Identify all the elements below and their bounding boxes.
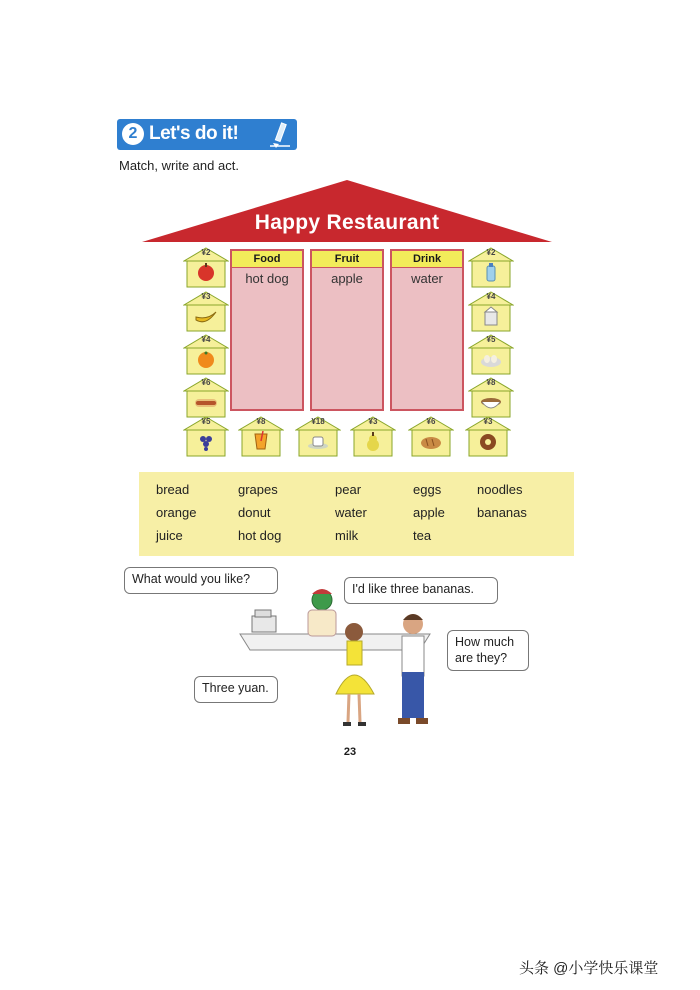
section-badge	[117, 119, 297, 150]
item-price: ¥3	[368, 417, 378, 426]
grapes-icon	[194, 431, 218, 451]
menu-item-house	[183, 416, 229, 458]
drink-column	[390, 249, 464, 411]
food-column	[230, 249, 304, 411]
noodles-icon	[479, 392, 503, 412]
word-grapes: grapes	[238, 482, 278, 497]
waiter-speech-bubble-2: Three yuan.	[194, 676, 278, 703]
word-noodles: noodles	[477, 482, 523, 497]
bananas-icon	[194, 306, 218, 326]
word-apple: apple	[413, 505, 445, 520]
word-juice: juice	[156, 528, 183, 543]
fruit-column	[310, 249, 384, 411]
word-bananas: bananas	[477, 505, 527, 520]
item-price: ¥6	[201, 378, 211, 387]
item-price: ¥5	[201, 417, 211, 426]
section-title: Let's do it!	[149, 123, 239, 144]
menu-item-house	[465, 416, 511, 458]
pear-icon	[361, 431, 385, 451]
drink-label: Drink	[392, 251, 462, 268]
boy-speech-bubble-2	[447, 630, 529, 671]
word-donut: donut	[238, 505, 271, 520]
word-pear: pear	[335, 482, 362, 497]
item-price: ¥4	[486, 292, 496, 301]
drink-example: water	[411, 271, 443, 286]
menu-item-house	[183, 377, 229, 419]
boy-speech-bubble-1: I'd like three bananas.	[344, 577, 498, 604]
menu-item-house	[408, 416, 454, 458]
fruit-example: apple	[331, 271, 363, 286]
item-price: ¥3	[201, 292, 211, 301]
boy-speech-line-2: are they?	[455, 650, 508, 665]
page-number: 23	[343, 746, 357, 758]
word-milk: milk	[335, 528, 359, 543]
item-price: ¥4	[201, 335, 211, 344]
item-price: ¥5	[486, 335, 496, 344]
instruction-text: Match, write and act.	[119, 158, 239, 173]
tea-icon	[306, 431, 330, 451]
menu-item-house	[295, 416, 341, 458]
menu-item-house	[468, 377, 514, 419]
word-hot-dog: hot dog	[238, 528, 282, 543]
donut-icon	[476, 431, 500, 451]
word-bank	[139, 472, 574, 556]
watermark: 头条 @小学快乐课堂	[519, 960, 659, 977]
bread-icon	[419, 431, 443, 451]
eggs-icon	[479, 349, 503, 369]
milk-carton-icon	[479, 306, 503, 326]
word-bread: bread	[156, 482, 190, 497]
item-price: ¥2	[201, 248, 211, 257]
menu-item-house	[183, 291, 229, 333]
pencil-icon	[267, 121, 293, 148]
menu-item-house	[468, 291, 514, 333]
item-price: ¥3	[483, 417, 493, 426]
item-price: ¥6	[426, 417, 436, 426]
fruit-label: Fruit	[312, 251, 382, 268]
menu-item-house	[468, 334, 514, 376]
restaurant-scene-illustration	[230, 586, 450, 736]
item-price: ¥18	[311, 417, 325, 426]
word-eggs: eggs	[413, 482, 442, 497]
water-bottle-icon	[479, 262, 503, 282]
item-price: ¥2	[486, 248, 496, 257]
menu-item-house	[183, 247, 229, 289]
hot-dog-icon	[194, 392, 218, 412]
item-price: ¥8	[256, 417, 266, 426]
restaurant-name: Happy Restaurant	[254, 211, 440, 234]
word-orange: orange	[156, 505, 197, 520]
orange-icon	[194, 349, 218, 369]
menu-item-house	[350, 416, 396, 458]
food-label: Food	[232, 251, 302, 268]
boy-speech-line-1: How much	[455, 635, 515, 649]
waiter-speech-bubble-1: What would you like?	[124, 567, 278, 594]
apple-icon	[194, 262, 218, 282]
word-water: water	[335, 505, 367, 520]
item-price: ¥8	[486, 378, 496, 387]
food-example: hot dog	[245, 271, 289, 286]
menu-item-house	[238, 416, 284, 458]
menu-item-house	[183, 334, 229, 376]
word-tea: tea	[413, 528, 432, 543]
menu-item-house	[468, 247, 514, 289]
juice-icon	[249, 431, 273, 451]
section-number: 2	[122, 123, 144, 145]
